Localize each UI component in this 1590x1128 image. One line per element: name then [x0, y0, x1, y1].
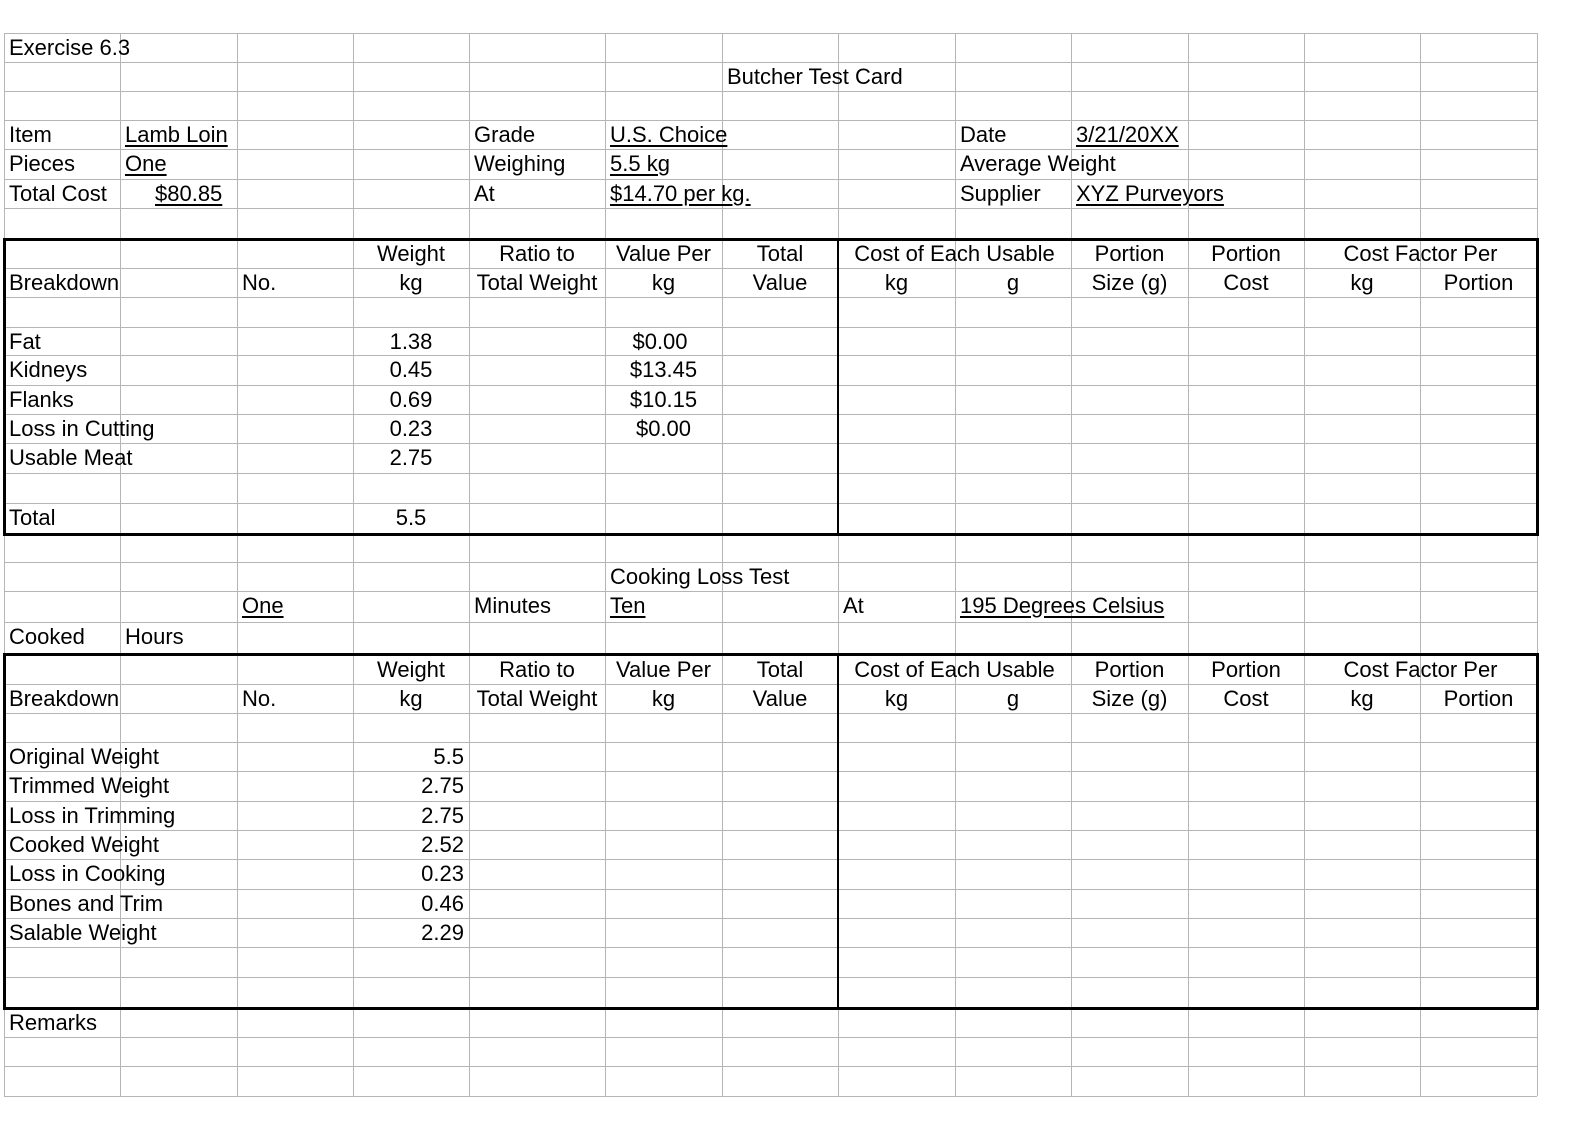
cook-value-per-header-1: Value Per	[616, 657, 711, 682]
cook-cost-factor-portion-header: Portion	[1443, 686, 1514, 711]
price-per-kg-value[interactable]: $14.70 per kg.	[610, 181, 751, 206]
grid-row-line	[4, 622, 1537, 623]
value-per-kidneys[interactable]: $13.45	[629, 357, 698, 382]
grid-row-line	[4, 1096, 1537, 1097]
cook-ratio-header-2: Total Weight	[476, 686, 598, 711]
date-value[interactable]: 3/21/20XX	[1076, 122, 1179, 147]
weight-flanks[interactable]: 0.69	[389, 387, 433, 412]
supplier-label: Supplier	[960, 181, 1041, 206]
butcher-table-divider	[837, 238, 839, 536]
cook-cost-usable-kg-header: kg	[884, 686, 909, 711]
cooking-minutes-value[interactable]: Ten	[610, 593, 646, 618]
grid-row-line	[4, 120, 1537, 121]
row-label-bones-and-trim: Bones and Trim	[9, 891, 164, 916]
weight-usable-meat[interactable]: 2.75	[389, 445, 433, 470]
portion-size-header-2: Size (g)	[1091, 270, 1168, 295]
weighing-value[interactable]: 5.5 kg	[610, 151, 670, 176]
cost-usable-kg-header: kg	[884, 270, 909, 295]
weighing-label: Weighing	[474, 151, 566, 176]
grid-row-line	[4, 1066, 1537, 1067]
row-label-loss-in-trimming: Loss in Trimming	[9, 803, 176, 828]
butcher-table-border	[3, 238, 1539, 536]
cook-weight-header-2: kg	[399, 686, 423, 711]
cost-factor-kg-header: kg	[1350, 270, 1374, 295]
grid-row-line	[4, 179, 1537, 180]
grade-label: Grade	[474, 122, 536, 147]
cooking-loss-title: Cooking Loss Test	[610, 564, 790, 589]
cooking-hours-value[interactable]: One	[242, 593, 284, 618]
value-per-flanks[interactable]: $10.15	[629, 387, 698, 412]
cooked-label: Cooked	[9, 624, 85, 649]
cook-portion-size-header-2: Size (g)	[1091, 686, 1168, 711]
cook-cost-factor-header: Cost Factor Per	[1343, 657, 1498, 682]
cook-total-value-header-1: Total	[756, 657, 804, 682]
exercise-title: Exercise 6.3	[9, 35, 131, 60]
cooking-temperature-value[interactable]: 195 Degrees Celsius	[960, 593, 1165, 618]
value-per-loss-in-cutting[interactable]: $0.00	[635, 416, 692, 441]
grid-row-line	[4, 33, 1537, 34]
weight-loss-in-cooking[interactable]: 0.23	[421, 861, 464, 886]
portion-cost-header-2: Cost	[1223, 270, 1269, 295]
cooking-table-border	[3, 653, 1539, 1010]
cost-factor-header: Cost Factor Per	[1343, 241, 1498, 266]
total-value-header-1: Total	[756, 241, 804, 266]
cook-value-per-header-2: kg	[651, 686, 676, 711]
grid-row-line	[4, 91, 1537, 92]
ratio-header-2: Total Weight	[476, 270, 598, 295]
weight-salable[interactable]: 2.29	[421, 920, 464, 945]
weight-header-2: kg	[399, 270, 423, 295]
weight-fat[interactable]: 1.38	[389, 329, 433, 354]
cook-weight-header-1: Weight	[376, 657, 446, 682]
cook-breakdown-header: Breakdown	[9, 686, 120, 711]
row-label-total: Total	[9, 505, 56, 530]
weight-header-1: Weight	[376, 241, 446, 266]
hours-label: Hours	[125, 624, 184, 649]
cook-ratio-header-1: Ratio to	[499, 657, 575, 682]
portion-cost-header-1: Portion	[1211, 241, 1281, 266]
weight-kidneys[interactable]: 0.45	[389, 357, 433, 382]
weight-trimmed[interactable]: 2.75	[421, 773, 464, 798]
value-per-header-1: Value Per	[616, 241, 711, 266]
grid-row-line	[4, 208, 1537, 209]
cook-total-value-header-2: Value	[752, 686, 808, 711]
grid-row-line	[4, 591, 1537, 592]
cook-portion-size-header-1: Portion	[1094, 657, 1165, 682]
row-label-fat: Fat	[9, 329, 41, 354]
weight-original[interactable]: 5.5	[433, 744, 464, 769]
cost-factor-portion-header: Portion	[1443, 270, 1514, 295]
weight-total[interactable]: 5.5	[395, 505, 427, 530]
at-label: At	[474, 181, 495, 206]
row-label-kidneys: Kidneys	[9, 357, 88, 382]
cost-usable-g-header: g	[1006, 270, 1020, 295]
card-title: Butcher Test Card	[727, 64, 903, 89]
pieces-value[interactable]: One	[125, 151, 167, 176]
item-value[interactable]: Lamb Loin	[125, 122, 228, 147]
cook-cost-factor-kg-header: kg	[1350, 686, 1374, 711]
row-label-loss-in-cooking: Loss in Cooking	[9, 861, 166, 886]
cook-cost-usable-header: Cost of Each Usable	[854, 657, 1055, 682]
cost-usable-header: Cost of Each Usable	[854, 241, 1055, 266]
cook-no-header: No.	[242, 686, 277, 711]
row-label-flanks: Flanks	[9, 387, 74, 412]
row-label-original-weight: Original Weight	[9, 744, 159, 769]
weight-loss-in-trimming[interactable]: 2.75	[421, 803, 464, 828]
breakdown-header: Breakdown	[9, 270, 120, 295]
weight-bones-and-trim[interactable]: 0.46	[421, 891, 464, 916]
portion-size-header-1: Portion	[1094, 241, 1165, 266]
weight-cooked[interactable]: 2.52	[421, 832, 464, 857]
row-label-usable-meat: Usable Meat	[9, 445, 133, 470]
ratio-header-1: Ratio to	[499, 241, 575, 266]
item-label: Item	[9, 122, 52, 147]
value-per-fat[interactable]: $0.00	[632, 329, 688, 354]
minutes-label: Minutes	[474, 593, 552, 618]
grade-value[interactable]: U.S. Choice	[610, 122, 728, 147]
cooking-at-label: At	[843, 593, 864, 618]
cook-portion-cost-header-1: Portion	[1211, 657, 1281, 682]
total-cost-value[interactable]: $80.85	[155, 181, 223, 206]
supplier-value[interactable]: XYZ Purveyors	[1076, 181, 1224, 206]
total-value-header-2: Value	[752, 270, 808, 295]
row-label-cooked-weight: Cooked Weight	[9, 832, 160, 857]
row-label-loss-in-cutting: Loss in Cutting	[9, 416, 155, 441]
pieces-label: Pieces	[9, 151, 76, 176]
date-label: Date	[960, 122, 1007, 147]
grid-row-line	[4, 149, 1537, 150]
cook-cost-usable-g-header: g	[1006, 686, 1020, 711]
row-label-trimmed-weight: Trimmed Weight	[9, 773, 170, 798]
total-cost-label: Total Cost	[9, 181, 107, 206]
cooking-table-divider	[837, 653, 839, 1010]
remarks-label: Remarks	[9, 1010, 98, 1035]
value-per-header-2: kg	[651, 270, 676, 295]
average-weight-label: Average Weight	[960, 151, 1116, 176]
grid-row-line	[4, 1037, 1537, 1038]
no-header: No.	[242, 270, 277, 295]
row-label-salable-weight: Salable Weight	[9, 920, 157, 945]
weight-loss-in-cutting[interactable]: 0.23	[389, 416, 433, 441]
cook-portion-cost-header-2: Cost	[1223, 686, 1269, 711]
